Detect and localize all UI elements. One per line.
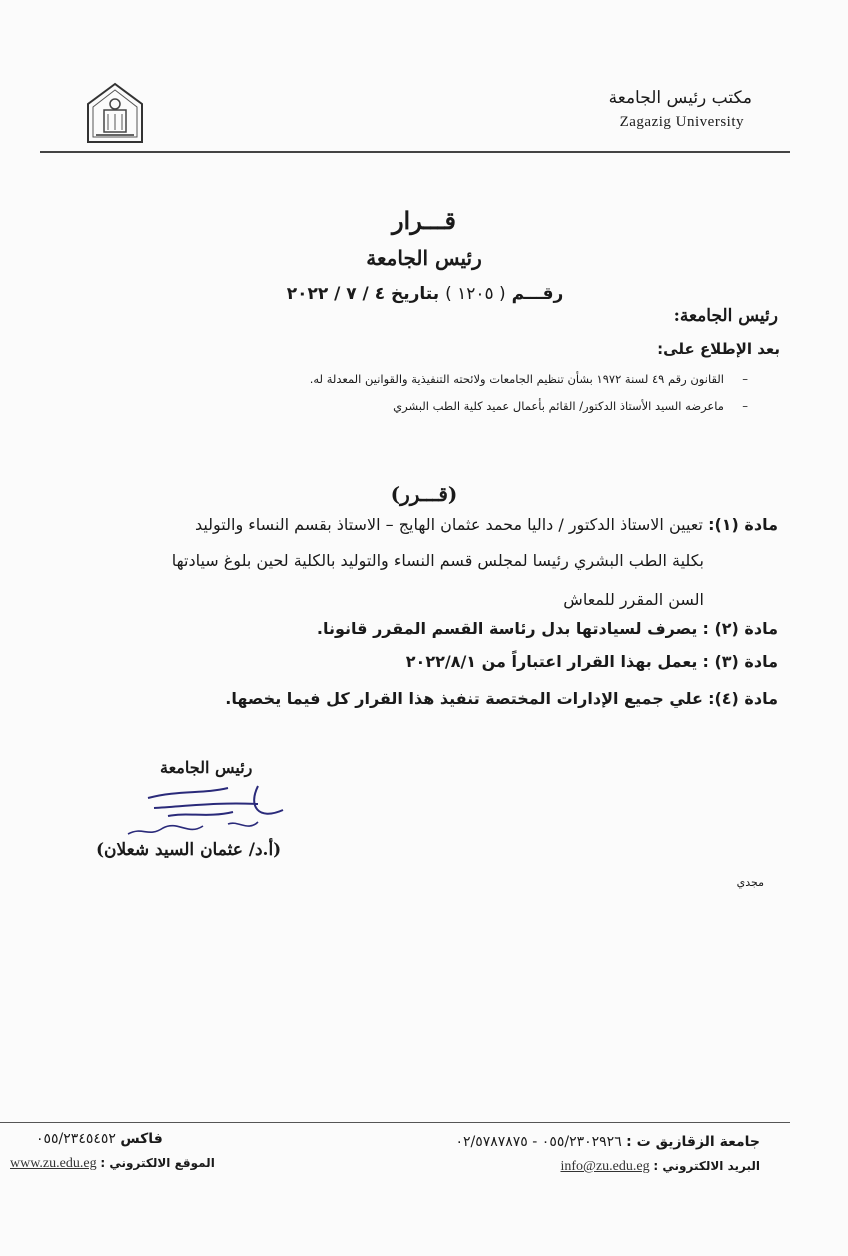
article-text: علي جميع الإدارات المختصة تنفيذ هذا القرار كل فيما يخصها.: [225, 689, 703, 708]
signature-title: رئيس الجامعة: [160, 758, 253, 777]
article-4: [58, 691, 778, 707]
footer-phone-numbers: ٠٥٥/٢٣٠٢٩٢٦ - ٠٢/٥٧٨٧٨٧٥: [455, 1134, 622, 1150]
decision-subtitle: رئيس الجامعة: [366, 246, 482, 270]
article-2: [58, 621, 778, 637]
date-value: ٤ / ٧ / ٢٠٢٢: [286, 284, 386, 304]
footer-fax-number: ٠٥٥/٢٣٤٥٤٥٢: [36, 1131, 116, 1147]
footer-phones: [455, 1134, 760, 1150]
preamble-item: [310, 372, 748, 386]
decided-heading: (قـــرر): [390, 482, 458, 506]
handwritten-signature-icon: [108, 776, 298, 846]
preamble-item: [393, 399, 748, 413]
footer-web-label: الموقع الالكتروني :: [100, 1156, 215, 1170]
article-1-line-1: [58, 517, 778, 533]
preamble-item-text: القانون رقم ٤٩ لسنة ١٩٧٢ بشأن تنظيم الجامعات ولائحته التنفيذية والقوانين المعدلة له.: [309, 372, 724, 386]
article-label: مادة (٢) :: [702, 619, 778, 638]
footer-fax-label: فاكس: [120, 1131, 163, 1147]
decision-reference-line: [240, 284, 610, 304]
article-text: يصرف لسيادتها بدل رئاسة القسم المقرر قانونا.: [316, 619, 698, 638]
header-divider: [40, 151, 790, 153]
signatory-name: (أ.د/ عثمان السيد شعلان): [96, 840, 282, 860]
footer-email: [561, 1159, 761, 1175]
bullet-dash: –: [742, 399, 748, 413]
bullet-dash: –: [742, 372, 748, 386]
footer-web-link[interactable]: www.zu.edu.eg: [10, 1156, 97, 1171]
ref-number: ( ١٢٠٥ ): [445, 284, 506, 304]
footer-divider: [0, 1122, 790, 1123]
article-text: يعمل بهذا القرار اعتباراً من ٢٠٢٢/٨/١: [405, 652, 698, 671]
article-text: تعيين الاستاذ الدكتور / داليا محمد عثمان الهايج – الاستاذ بقسم النساء والتوليد: [194, 515, 703, 534]
preamble-president: رئيس الجامعة:: [673, 306, 778, 326]
article-label: مادة (٣) :: [702, 652, 778, 671]
article-1-line-3: السن المقرر للمعاش: [563, 590, 704, 609]
decision-title: قـــرار: [391, 206, 457, 235]
preamble-item-text: ماعرضه السيد الأستاذ الدكتور/ القائم بأعمال عميد كلية الطب البشري: [393, 399, 724, 413]
office-title-arabic: مكتب رئيس الجامعة: [608, 88, 752, 108]
footer-website: [10, 1156, 215, 1172]
article-3: [58, 654, 778, 670]
article-label: مادة (٤):: [708, 689, 778, 708]
preamble-after-review: بعد الإطلاع على:: [657, 340, 780, 358]
footer-email-label: البريد الالكتروني :: [653, 1159, 760, 1173]
typist-initials: مجدي: [736, 876, 764, 889]
footer-fax: [36, 1131, 163, 1147]
ref-label: رقـــم: [511, 284, 564, 304]
zagazig-university-logo-icon: [78, 80, 152, 150]
footer-email-link[interactable]: info@zu.edu.eg: [560, 1159, 650, 1174]
article-1-line-2: بكلية الطب البشري رئيسا لمجلس قسم النساء والتوليد بالكلية لحين بلوغ سيادتها: [171, 551, 704, 570]
office-title-english: Zagazig University: [619, 114, 744, 130]
date-label: بتاريخ: [391, 284, 440, 304]
article-label: مادة (١):: [708, 515, 778, 534]
footer-uni-label: جامعة الزقازيق ت :: [626, 1134, 760, 1150]
